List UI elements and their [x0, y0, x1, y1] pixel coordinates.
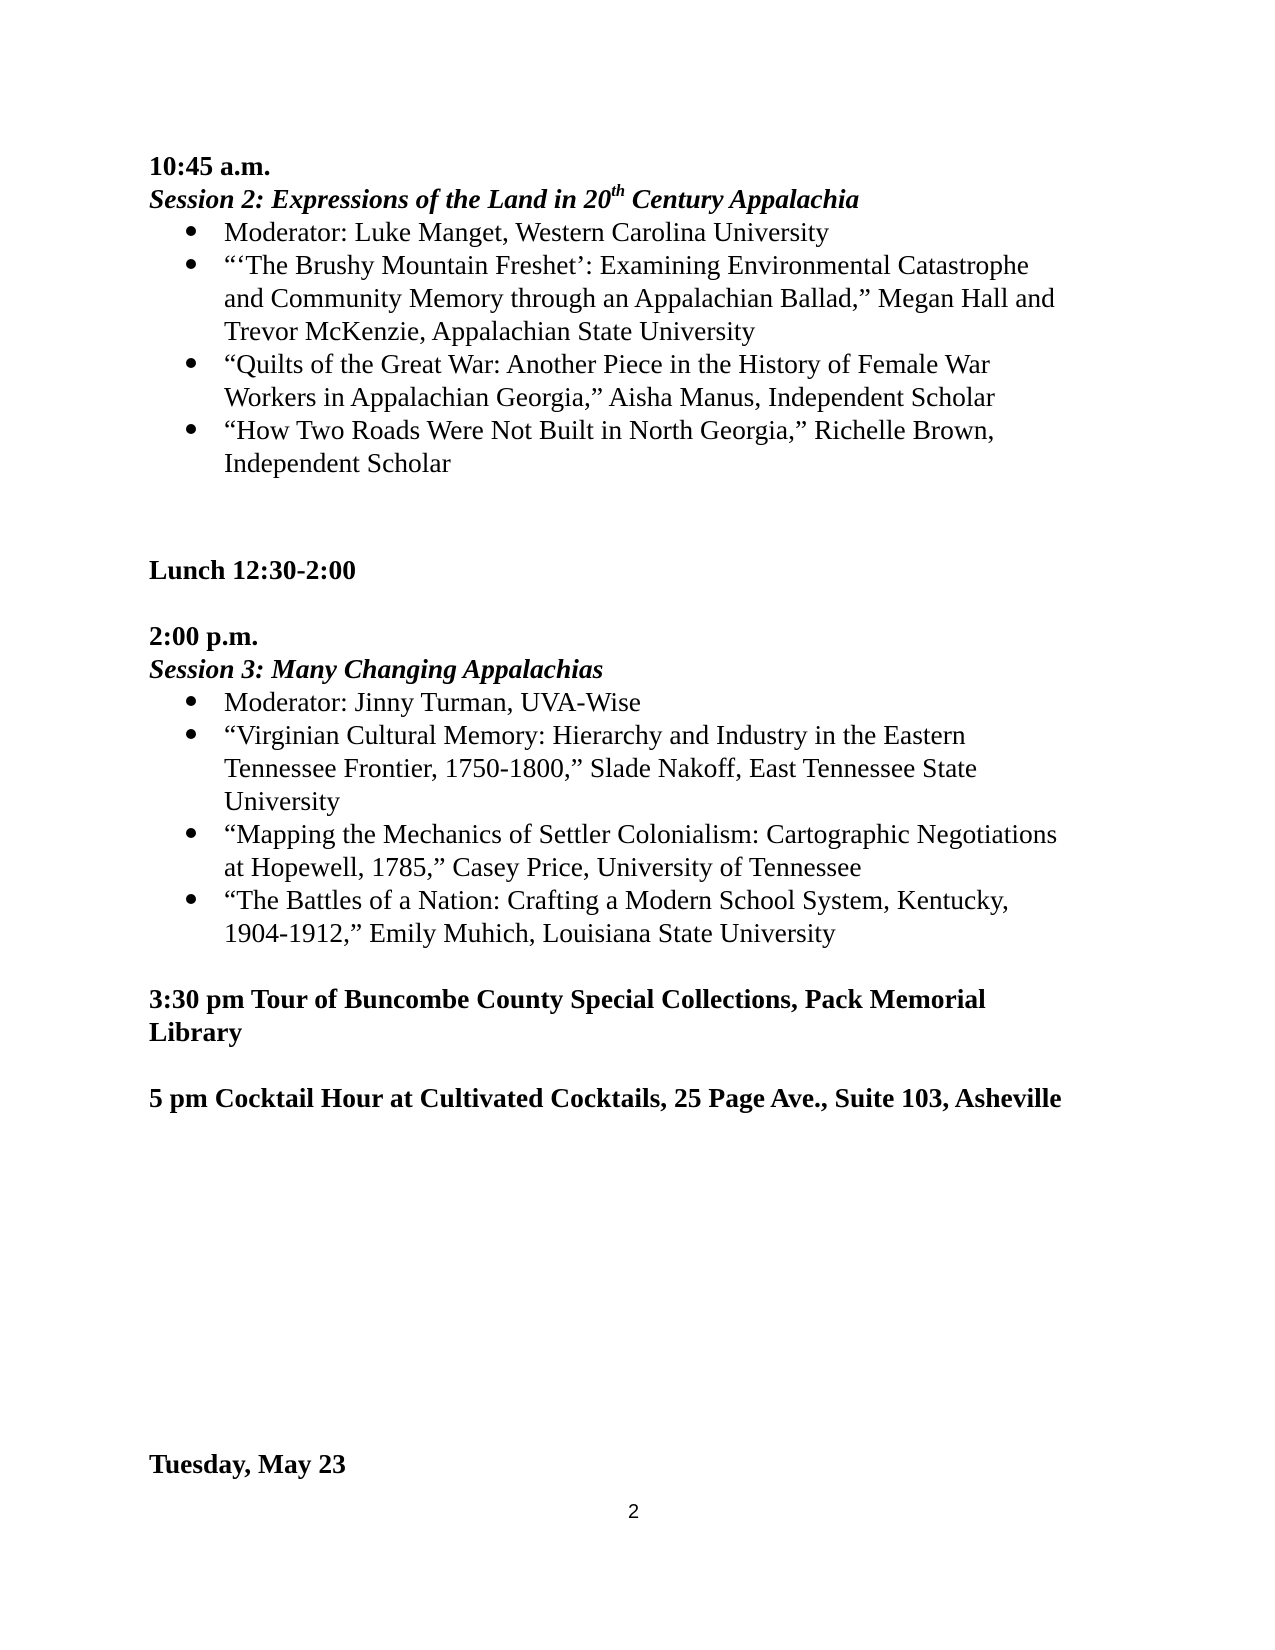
session-2-title [149, 182, 859, 215]
session-3-time: 2:00 p.m. [149, 620, 259, 651]
bullet-icon [186, 828, 196, 838]
session-2-paper-1-line-1: “‘The Brushy Mountain Freshet’: Examining Environmental Catastrophe [224, 249, 1029, 280]
session-2-paper-2-line-1: “Quilts of the Great War: Another Piece in the History of Female War [224, 348, 990, 379]
session-3-paper-1-line-3: University [224, 785, 341, 816]
bullet-icon [186, 226, 196, 236]
session-2-paper-3-line-2: Independent Scholar [224, 447, 451, 478]
session-3-paper-3-line-2: 1904-1912,” Emily Muhich, Louisiana State University [224, 917, 836, 948]
session-3-paper-3-line-1: “The Battles of a Nation: Crafting a Modern School System, Kentucky, [224, 884, 1009, 915]
session-3-paper-2-line-1: “Mapping the Mechanics of Settler Colonialism: Cartographic Negotiations [224, 818, 1058, 849]
session-2-paper-2-line-2: Workers in Appalachian Georgia,” Aisha Manus, Independent Scholar [224, 381, 995, 412]
bullet-icon [186, 424, 196, 434]
session-2-title-prefix: Session 2: Expressions of the Land in 20 [149, 183, 612, 214]
next-day-heading: Tuesday, May 23 [149, 1448, 346, 1479]
session-2-time: 10:45 a.m. [149, 150, 271, 181]
session-3-title: Session 3: Many Changing Appalachias [149, 653, 604, 684]
session-3-moderator: Moderator: Jinny Turman, UVA-Wise [224, 686, 641, 717]
session-3-paper-2-line-2: at Hopewell, 1785,” Casey Price, University of Tennessee [224, 851, 862, 882]
cocktail-heading: 5 pm Cocktail Hour at Cultivated Cocktails, 25 Page Ave., Suite 103, Asheville [149, 1082, 1062, 1113]
session-2-paper-1-line-3: Trevor McKenzie, Appalachian State University [224, 315, 756, 346]
bullet-icon [186, 259, 196, 269]
session-2-title-suffix: Century Appalachia [625, 183, 860, 214]
session-3-paper-1-line-1: “Virginian Cultural Memory: Hierarchy and Industry in the Eastern [224, 719, 966, 750]
session-2-paper-1-line-2: and Community Memory through an Appalachian Ballad,” Megan Hall and [224, 282, 1055, 313]
bullet-icon [186, 696, 196, 706]
bullet-icon [186, 729, 196, 739]
bullet-icon [186, 894, 196, 904]
lunch-heading: Lunch 12:30-2:00 [149, 554, 357, 585]
tour-heading-line-2: Library [149, 1016, 243, 1047]
page-number: 2 [628, 1501, 640, 1523]
session-2-moderator: Moderator: Luke Manget, Western Carolina University [224, 216, 830, 247]
session-2-title-superscript: th [611, 180, 626, 200]
session-3-paper-1-line-2: Tennessee Frontier, 1750-1800,” Slade Nakoff, East Tennessee State [224, 752, 978, 783]
session-2-paper-3-line-1: “How Two Roads Were Not Built in North Georgia,” Richelle Brown, [224, 414, 995, 445]
bullet-icon [186, 358, 196, 368]
tour-heading-line-1: 3:30 pm Tour of Buncombe County Special Collections, Pack Memorial [149, 983, 986, 1014]
